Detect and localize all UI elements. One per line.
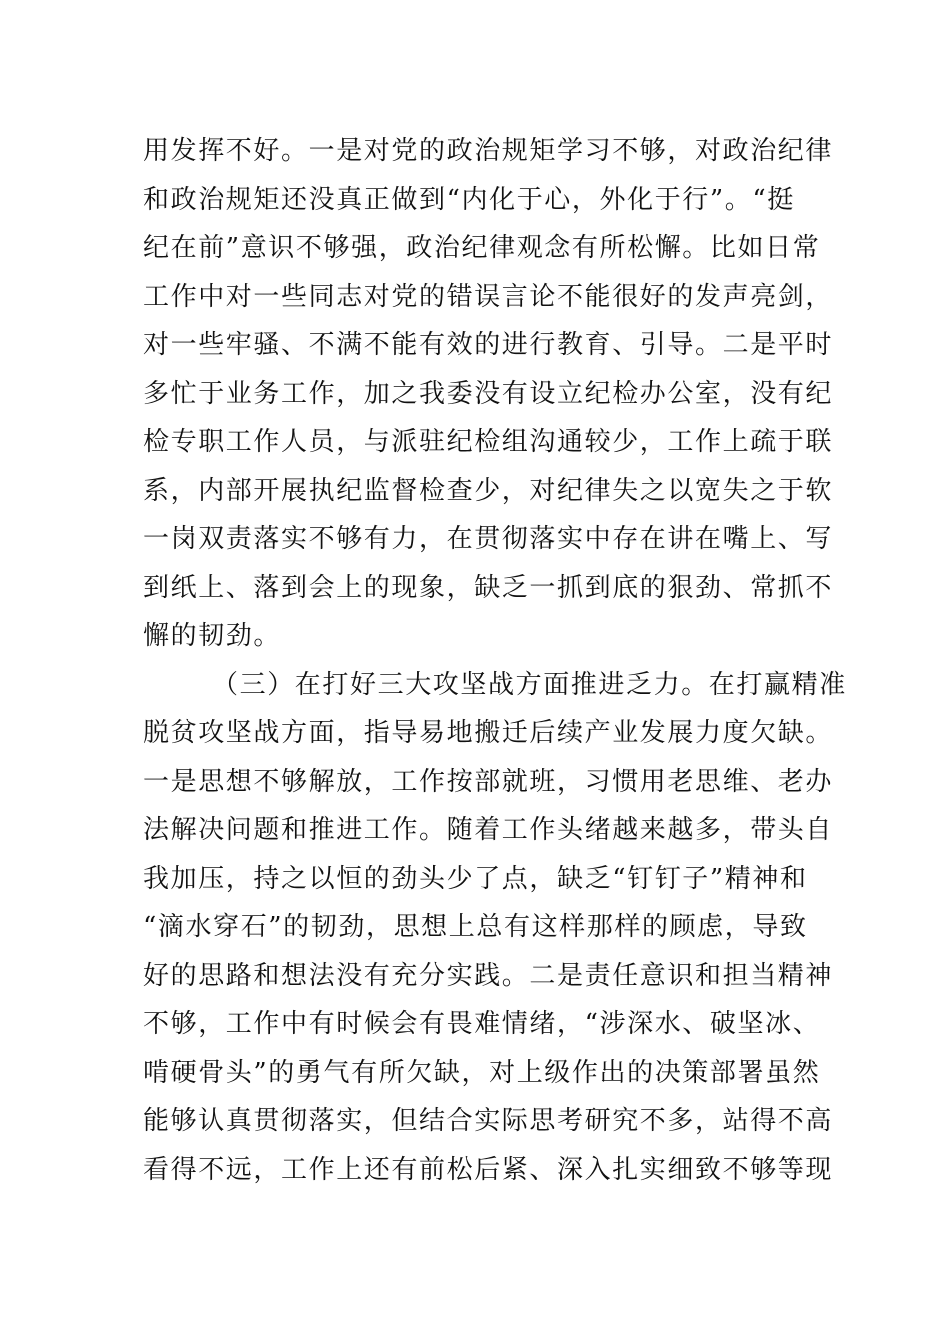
section-heading-line: （三）在打好三大攻坚战方面推进乏力。在打赢精准 xyxy=(212,669,847,700)
text-line-8: 系，内部开展执纪监督检查少，对纪律失之以宽失之于软 xyxy=(143,475,834,506)
text-line-10: 到纸上、落到会上的现象，缺乏一抓到底的狠劲、常抓不 xyxy=(143,572,834,603)
text-line-15: 法解决问题和推进工作。随着工作头绪越来越多，带头自 xyxy=(143,815,834,845)
text-line-9: 一岗双责落实不够有力，在贯彻落实中存在讲在嘴上、写 xyxy=(143,524,834,554)
text-line-18: 好的思路和想法没有充分实践。二是责任意识和担当精神 xyxy=(143,960,834,991)
text-line-2: 和政治规矩还没真正做到“内化于心，外化于行”。“挺 xyxy=(143,184,795,215)
text-line-16: 我加压，持之以恒的劲头少了点，缺乏“钉钉子”精神和 xyxy=(143,863,808,894)
body-text xyxy=(143,127,847,1194)
text-line-1: 用发挥不好。一是对党的政治规矩学习不够，对政治纪律 xyxy=(143,136,834,166)
text-line-7: 检专职工作人员，与派驻纪检组沟通较少，工作上疏于联 xyxy=(143,427,834,457)
text-line-21: 能够认真贯彻落实，但结合实际思考研究不多，站得不高 xyxy=(143,1106,834,1136)
text-line-11: 懈的韧劲。 xyxy=(143,621,282,651)
text-line-22: 看得不远，工作上还有前松后紧、深入扎实细致不够等现 xyxy=(143,1154,834,1185)
text-line-17: “滴水穿石”的韧劲，思想上总有这样那样的顾虑，导致 xyxy=(143,912,808,942)
text-line-19: 不够，工作中有时候会有畏难情绪，“涉深水、破坚冰、 xyxy=(143,1009,821,1039)
text-line-6: 多忙于业务工作，加之我委没有设立纪检办公室，没有纪 xyxy=(143,378,834,409)
text-line-14: 一是思想不够解放，工作按部就班，习惯用老思维、老办 xyxy=(143,766,834,797)
text-line-4: 工作中对一些同志对党的错误言论不能很好的发声亮剑， xyxy=(143,281,834,312)
text-line-3: 纪在前”意识不够强，政治纪律观念有所松懈。比如日常 xyxy=(143,233,821,263)
text-line-5: 对一些牢骚、不满不能有效的进行教育、引导。二是平时 xyxy=(143,330,834,360)
text-line-13: 脱贫攻坚战方面，指导易地搬迁后续产业发展力度欠缺。 xyxy=(143,718,834,748)
text-line-20: 啃硬骨头”的勇气有所欠缺，对上级作出的决策部署虽然 xyxy=(143,1057,821,1088)
